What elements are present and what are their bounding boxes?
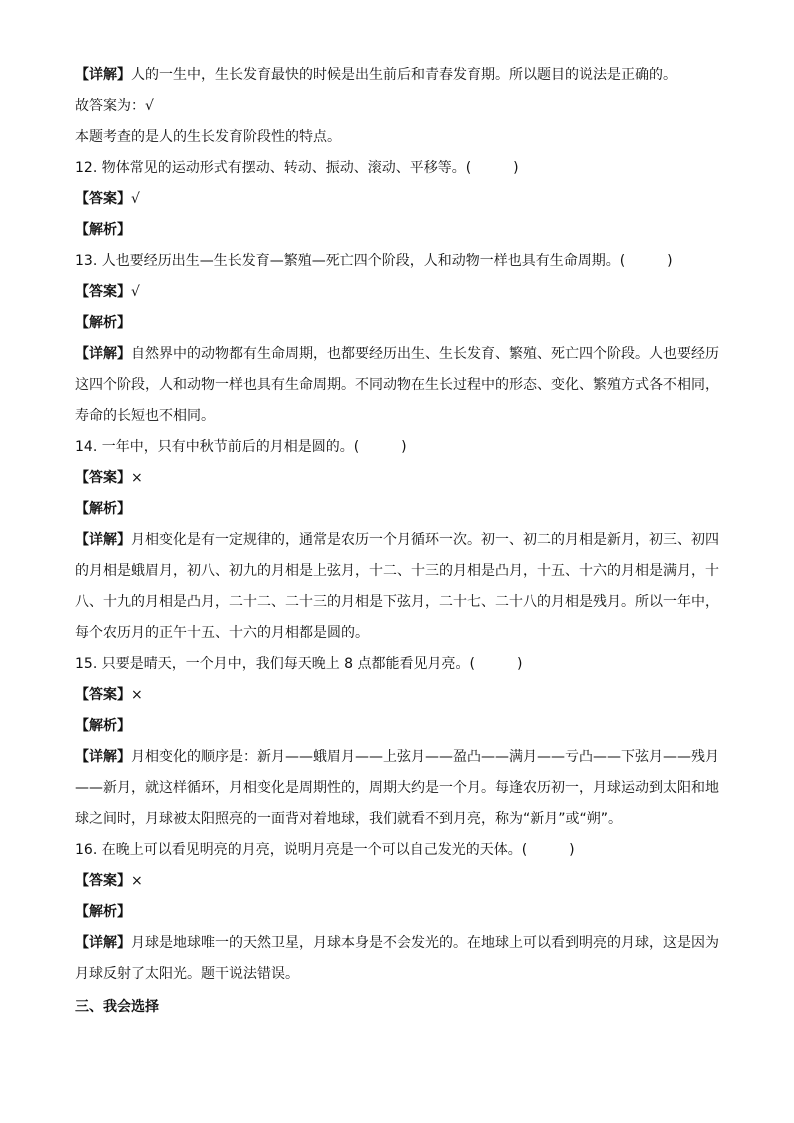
detail-line [75,60,725,91]
answer-line [75,277,725,308]
detail-text: 自然界中的动物都有生命周期，也都要经历出生、生长发育、繁殖、死亡四个阶段。人也要经历 [131,346,719,362]
analysis-label: 【解析】 [75,315,131,331]
detail-text: 每个农历月的正午十五、十六的月相都是圆的。 [75,625,369,641]
answer-line [75,184,725,215]
analysis-line [75,215,725,246]
analysis-line [75,897,725,928]
analysis-line [75,711,725,742]
analysis-label: 【解析】 [75,222,131,238]
detail-text: 月相变化的顺序是：新月——蛾眉月——上弦月——盈凸——满月——亏凸——下弦月——残月 [131,749,719,765]
answer-label: 【答案】 [75,873,131,889]
detail-label: 【详解】 [75,749,131,765]
answer-label: 【答案】 [75,191,131,207]
detail-label: 【详解】 [75,67,131,83]
question-stem: 12. 物体常见的运动形式有摆动、转动、振动、滚动、平移等。( ) [75,160,519,176]
answer-conclusion: 故答案为：√ [75,98,154,114]
analysis-line [75,308,725,339]
answer-label: 【答案】 [75,284,131,300]
analysis-line [75,494,725,525]
answer-value: √ [131,191,140,207]
answer-line [75,866,725,897]
answer-label: 【答案】 [75,470,131,486]
detail-line [75,339,725,370]
answer-value: √ [131,284,140,300]
summary-text: 本题考查的是人的生长发育阶段性的特点。 [75,129,341,145]
detail-text: 八、十九的月相是凸月，二十二、二十三的月相是下弦月，二十七、二十八的月相是残月。所以一年中， [75,594,719,610]
detail-text: 球之间时，月球被太阳照亮的一面背对着地球，我们就看不到月亮，称为“新月”或“朔”。 [75,811,623,827]
detail-text: 月球反射了太阳光。题干说法错误。 [75,966,299,982]
answer-value: × [131,687,143,703]
detail-line [75,742,725,773]
answer-label: 【答案】 [75,687,131,703]
section-heading: 三、我会选择 [75,999,159,1015]
detail-line [75,928,725,959]
detail-text: 月球是地球唯一的天然卫星，月球本身是不会发光的。在地球上可以看到明亮的月球，这是因为 [131,935,719,951]
detail-text: 人的一生中，生长发育最快的时候是出生前后和青春发育期。所以题目的说法是正确的。 [131,67,677,83]
detail-text: 月相变化是有一定规律的，通常是农历一个月循环一次。初一、初二的月相是新月，初三、初四 [131,532,719,548]
question-stem: 15. 只要是晴天，一个月中，我们每天晚上 8 点都能看见月亮。( ) [75,656,523,672]
analysis-label: 【解析】 [75,904,131,920]
analysis-label: 【解析】 [75,501,131,517]
question-stem: 13. 人也要经历出生—生长发育—繁殖—死亡四个阶段，人和动物一样也具有生命周期。( ) [75,253,673,269]
question-stem: 16. 在晚上可以看见明亮的月亮，说明月亮是一个可以自己发光的天体。( ) [75,842,575,858]
document-page [75,60,725,1023]
answer-value: × [131,470,143,486]
detail-label: 【详解】 [75,935,131,951]
detail-line [75,525,725,556]
detail-text: ——新月，就这样循环，月相变化是周期性的，周期大约是一个月。每逢农历初一，月球运动到太阳和地 [75,780,719,796]
detail-text: 的月相是蛾眉月，初八、初九的月相是上弦月，十二、十三的月相是凸月，十五、十六的月相是满月，十 [75,563,719,579]
analysis-label: 【解析】 [75,718,131,734]
detail-label: 【详解】 [75,346,131,362]
answer-line [75,680,725,711]
answer-value: × [131,873,143,889]
detail-text: 这四个阶段，人和动物一样也具有生命周期。不同动物在生长过程中的形态、变化、繁殖方式各不相同， [75,377,719,393]
question-stem: 14. 一年中，只有中秋节前后的月相是圆的。( ) [75,439,407,455]
detail-label: 【详解】 [75,532,131,548]
detail-text: 寿命的长短也不相同。 [75,408,215,424]
answer-line [75,463,725,494]
